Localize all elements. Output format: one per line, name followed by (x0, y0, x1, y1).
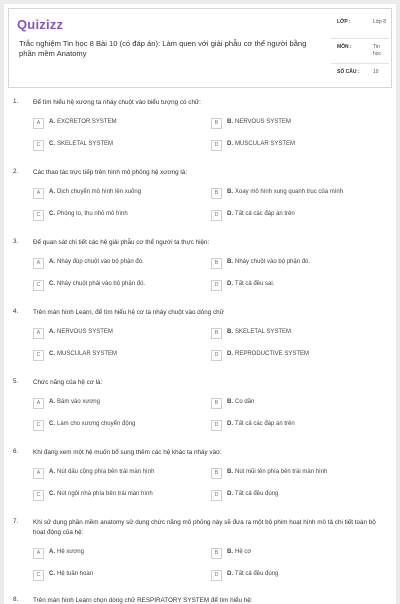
option-text (49, 421, 204, 427)
option-text (227, 259, 382, 265)
option-value: MUSCULAR SYSTEM (235, 141, 296, 147)
option-value: Tất cả các đáp án trên (235, 211, 295, 217)
meta-label: MÔN : (337, 44, 352, 50)
option-letter-box: D (211, 210, 222, 221)
option-letter-box: C (33, 350, 44, 361)
option-text (227, 491, 382, 497)
option-letter-box: B (211, 118, 222, 129)
option-label: D. (227, 421, 233, 427)
option-b[interactable] (211, 117, 381, 131)
option-text (227, 329, 382, 335)
option-a[interactable] (33, 117, 203, 131)
option-value: Nháy chuột vào bộ phận đó. (235, 259, 311, 265)
option-letter-box: C (33, 420, 44, 431)
question-text: Để quan sát chi tiết các hệ giải phẫu cơ thể người ta thực hiện: (33, 239, 210, 246)
option-d[interactable] (211, 209, 381, 223)
option-letter-box: A (33, 328, 44, 339)
option-value: Tất cả đều đúng (235, 571, 279, 577)
option-letter-box: B (211, 468, 222, 479)
question-number: 6. (13, 448, 19, 455)
option-letter-box: D (211, 420, 222, 431)
option-text (227, 281, 382, 287)
option-label: A. (49, 549, 55, 555)
meta-label: SỐ CÂU : (337, 69, 360, 75)
option-text (49, 469, 204, 475)
worksheet-meta (331, 17, 389, 92)
option-letter-box: A (33, 258, 44, 269)
option-b[interactable] (211, 257, 381, 271)
option-text (227, 421, 382, 427)
meta-value: Tin học (373, 44, 382, 57)
question-text: Khi sử dụng phần mềm anatomy sử dụng chức năng mô phỏng này sẽ đưa ra một bộ phim hoạt hình mô tả chi tiết toàn bộ hoạt động của hệ: (33, 519, 376, 536)
option-text (49, 329, 204, 335)
option-letter-box: C (33, 280, 44, 291)
option-label: A. (49, 189, 55, 195)
option-value: Bám vào xương (57, 399, 100, 405)
option-letter-box: C (33, 140, 44, 151)
option-value: Tất cả đều sai. (235, 281, 275, 287)
meta-row-count (331, 67, 389, 92)
option-value: Tất cả các đáp án trên (235, 421, 295, 427)
quizizz-logo: Quizizz (17, 17, 64, 32)
option-label: D. (227, 141, 233, 147)
option-label: B. (227, 549, 233, 555)
question-text: Trên màn hình Learn chọn dòng chữ RESPIRATORY SYSTEM để tìm hiểu hệ: (33, 597, 253, 604)
option-text (227, 571, 382, 577)
question-number: 5. (13, 378, 19, 385)
option-label: B. (227, 329, 233, 335)
option-letter-box: B (211, 548, 222, 559)
option-a[interactable] (33, 397, 203, 411)
option-text (49, 571, 204, 577)
option-text (49, 491, 204, 497)
question-number: 3. (13, 238, 19, 245)
option-c[interactable] (33, 569, 203, 583)
option-label: A. (49, 119, 55, 125)
option-value: EXCRETOR SYSTEM (57, 119, 117, 125)
option-label: D. (227, 571, 233, 577)
option-text (49, 351, 204, 357)
option-d[interactable] (211, 569, 381, 583)
option-letter-box: A (33, 548, 44, 559)
option-text (49, 549, 204, 555)
worksheet-header (8, 8, 392, 88)
meta-value: 10 (373, 69, 379, 75)
option-d[interactable] (211, 419, 381, 433)
option-label: D. (227, 351, 233, 357)
option-label: A. (49, 399, 55, 405)
option-letter-box: A (33, 468, 44, 479)
option-letter-box: B (211, 188, 222, 199)
option-label: B. (227, 189, 233, 195)
meta-label: LỚP : (337, 19, 351, 25)
option-c[interactable] (33, 349, 203, 363)
question-number: 2. (13, 168, 19, 175)
option-text (49, 399, 204, 405)
option-a[interactable] (33, 327, 203, 341)
option-letter-box: A (33, 118, 44, 129)
option-label: A. (49, 329, 55, 335)
option-label: B. (227, 399, 233, 405)
meta-value: Lớp 8 (373, 19, 387, 25)
option-text (49, 141, 204, 147)
option-label: C. (49, 351, 55, 357)
option-text (227, 399, 382, 405)
option-value: Làm cho xương chuyển động (57, 421, 136, 427)
option-letter-box: D (211, 570, 222, 581)
option-label: C. (49, 211, 55, 217)
option-a[interactable] (33, 257, 203, 271)
option-label: B. (227, 259, 233, 265)
option-text (227, 549, 382, 555)
option-value: Nút dấu cộng phía bên trái màn hình (57, 469, 155, 475)
option-b[interactable] (211, 187, 381, 201)
option-c[interactable] (33, 279, 203, 293)
option-value: Co dãn (235, 399, 255, 405)
option-label: B. (227, 119, 233, 125)
option-text (227, 351, 382, 357)
option-label: B. (227, 469, 233, 475)
option-text (49, 189, 204, 195)
option-value: Dịch chuyển mô hình lên xuống (57, 189, 142, 195)
option-text (49, 119, 204, 125)
option-letter-box: D (211, 350, 222, 361)
option-d[interactable] (211, 489, 381, 503)
option-label: C. (49, 491, 55, 497)
option-value: Tất cả đều đúng (235, 491, 279, 497)
option-label: A. (49, 259, 55, 265)
option-label: C. (49, 281, 55, 287)
option-value: Phóng to, thu nhỏ mô hình (57, 211, 128, 217)
option-label: C. (49, 141, 55, 147)
option-label: D. (227, 211, 233, 217)
option-letter-box: B (211, 398, 222, 409)
option-text (49, 211, 204, 217)
option-b[interactable] (211, 547, 381, 561)
option-a[interactable] (33, 547, 203, 561)
option-letter-box: A (33, 398, 44, 409)
question-number: 1. (13, 98, 19, 105)
worksheet-page (4, 4, 396, 604)
option-value: Nháy chuột phải vào bộ phận đó. (57, 281, 146, 287)
option-label: C. (49, 571, 55, 577)
option-c[interactable] (33, 209, 203, 223)
meta-row-subject (331, 42, 389, 67)
option-value: SKELETAL SYSTEM (57, 141, 114, 147)
option-label: D. (227, 281, 233, 287)
option-d[interactable] (211, 279, 381, 293)
option-letter-box: B (211, 328, 222, 339)
question-text: Các thao tác trực tiếp trên hình mô phỏng hệ xương là: (33, 169, 187, 176)
option-letter-box: D (211, 490, 222, 501)
option-value: Nút ngôi nhà phía bên trái màn hình (57, 491, 153, 497)
question-text: Trên màn hình Learn, để tìm hiểu hệ cơ ta nháy chuột vào dòng chữ (33, 309, 224, 316)
option-d[interactable] (211, 349, 381, 363)
option-b[interactable] (211, 467, 381, 481)
divider (331, 38, 389, 39)
option-letter-box: D (211, 280, 222, 291)
option-a[interactable] (33, 467, 203, 481)
option-text (227, 141, 382, 147)
option-text (49, 259, 204, 265)
option-value: Nút mũi tên phía bên trái màn hình (235, 469, 328, 475)
option-label: C. (49, 421, 55, 427)
option-c[interactable] (33, 139, 203, 153)
question-text: Để tìm hiểu hệ xương ta nháy chuột vào biểu tượng có chữ: (33, 99, 201, 106)
meta-row-grade (331, 17, 389, 42)
option-c[interactable] (33, 489, 203, 503)
option-value: Xoay mô hình xung quanh trục của mình (235, 189, 344, 195)
option-d[interactable] (211, 139, 381, 153)
option-value: SKELETAL SYSTEM (235, 329, 292, 335)
question-text: Khi đang xem một hệ muốn bổ sung thêm các hệ khác ta nháy vào: (33, 449, 222, 456)
option-letter-box: C (33, 490, 44, 501)
option-value: NERVOUS SYSTEM (57, 329, 113, 335)
question-number: 8. (13, 596, 19, 603)
option-letter-box: A (33, 188, 44, 199)
option-letter-box: D (211, 140, 222, 151)
option-value: Hệ xương (57, 549, 84, 555)
worksheet-title: Trắc nghiệm Tin học 8 Bài 10 (có đáp án): Làm quen với giải phẫu cơ thể người bằng phần mềm Anatomy (19, 39, 307, 58)
option-a[interactable] (33, 187, 203, 201)
option-value: NERVOUS SYSTEM (235, 119, 291, 125)
question-number: 7. (13, 518, 19, 525)
option-text (227, 119, 382, 125)
option-c[interactable] (33, 419, 203, 433)
option-label: A. (49, 469, 55, 475)
option-value: Hệ tuần hoàn (57, 571, 94, 577)
option-letter-box: B (211, 258, 222, 269)
option-text (227, 189, 382, 195)
question-number: 4. (13, 308, 19, 315)
option-letter-box: C (33, 570, 44, 581)
option-text (227, 469, 382, 475)
option-value: REPRODUCTIVE SYSTEM (235, 351, 310, 357)
option-letter-box: C (33, 210, 44, 221)
option-text (49, 281, 204, 287)
option-value: Hệ cơ (235, 549, 252, 555)
option-value: Nháy đúp chuột vào bộ phận đó. (57, 259, 144, 265)
option-text (227, 211, 382, 217)
option-b[interactable] (211, 327, 381, 341)
option-label: D. (227, 491, 233, 497)
option-value: MUSCULAR SYSTEM (57, 351, 118, 357)
question-text: Chức năng của hệ cơ là: (33, 379, 103, 386)
divider (331, 63, 389, 64)
option-b[interactable] (211, 397, 381, 411)
